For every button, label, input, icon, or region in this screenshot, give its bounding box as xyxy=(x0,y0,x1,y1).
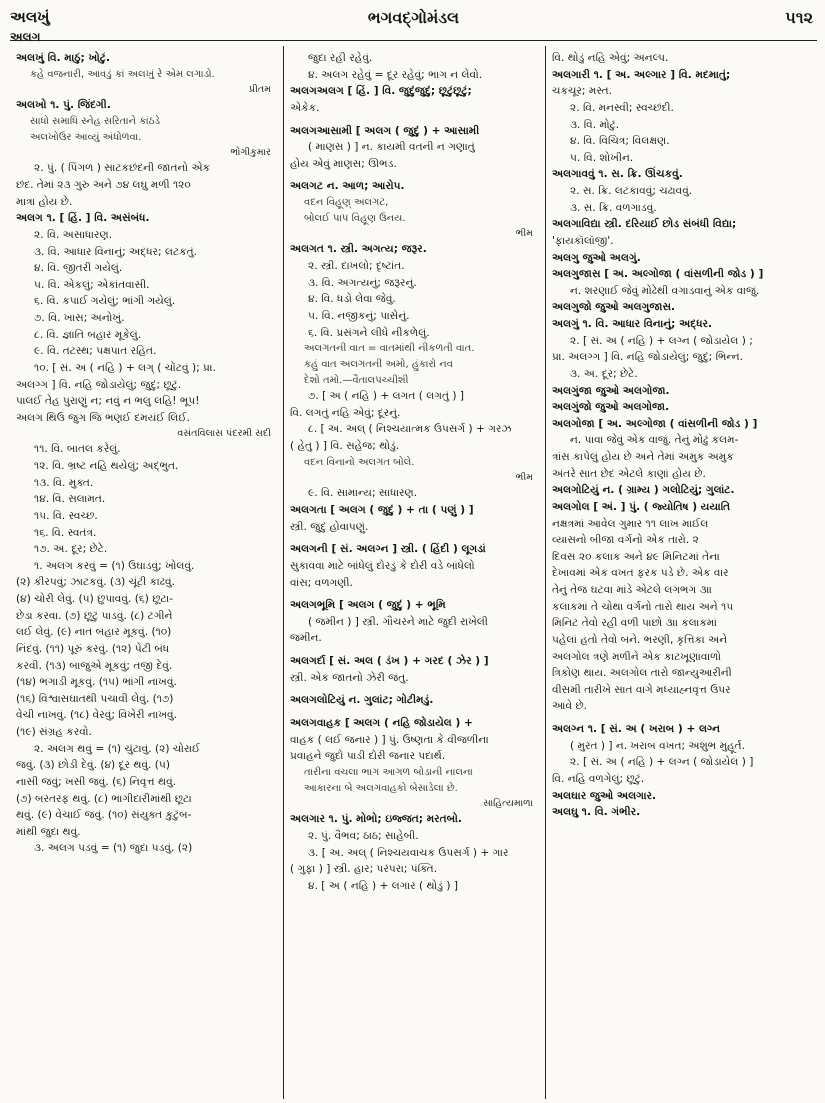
entry-headword-line: અલઘુ ૧. વિ. ગંભીર. xyxy=(552,806,641,819)
entry-headword-line: અલખું વિ. માઠું; ખોટું. xyxy=(16,52,110,64)
entry-text-line: થવું. (૯) વેચાઈ જવું. (૧૦) સંયુક્ત કુટુંબ- xyxy=(16,809,192,822)
entry-text-line: ૭. [ અ ( નહિ ) + લગત ( લગતું ) ] xyxy=(308,390,464,403)
entry-text-line: જુદા રહી રહેવું. xyxy=(308,52,373,64)
entry-headword-line: અલગની [ સં. અલગ્ન ] સ્ત્રી. ( હિંદી ) લૂગડાં xyxy=(290,543,486,556)
entry-text-line: ( જમીન ) ] સ્ત્રી. ગૌચરને માટે જુદી રાખેલી xyxy=(308,615,488,628)
entry-text-line: ૪. અલગ રહેવું = દૂર રહેવું; ભાગ ન લેવો. xyxy=(308,68,483,81)
entry-headword-line: અલગોટિયું ન. ( ગ્રામ્ય ) ગલોટિયું; ગુલાંટ. xyxy=(552,484,735,497)
entry-headword-line: અલખો ૧. પું. જિંદગી. xyxy=(16,99,111,112)
entry-text-line: ૪. વિ. જીતરી ગયેલું. xyxy=(34,262,123,275)
entry-text-line: દેખાવમાં એક વખત ફરક પડે છે. એક વાર xyxy=(552,567,729,580)
columns xyxy=(10,46,817,1099)
citation-source: સાહિત્યમાળા xyxy=(483,798,533,810)
entry-text-line: ૧. અલગ કરવું = (૧) ઉઘાડવું; ખોલવું. xyxy=(34,559,195,572)
page-number: ૫૧૨ xyxy=(785,8,813,27)
entry-text-line: ૫. વિ. શોખીન. xyxy=(570,151,634,164)
entry-text-line: ૧૪. વિ. સલામત. xyxy=(34,493,106,506)
entry-text-line: ૧૨. વિ. ભ્રષ્ટ નહિ થયેલું; અદ્ભુત. xyxy=(34,460,179,473)
entry-text-line: માત્રા હોય છે. xyxy=(16,195,73,208)
entry-text-line: તેનું તેજ ઘટવા માંડે એટલે લગભગ ૩ાા xyxy=(552,584,712,596)
entry-text-line: હોય એવું માણસ; ઊભડ. xyxy=(290,157,397,170)
entry-text-line: જમીન. xyxy=(290,632,322,645)
entry-text-line: અલગોલ ત્રણે મળીને એક કાટખૂણાવાળો xyxy=(552,650,722,663)
entry-text-line: છંદ. તેમાં ૨૩ ગુરુ અને ૭૪ લઘુ મળી ૧૨૦ xyxy=(16,179,191,192)
entry-text-line: બોલઈ પાપ વિહૂણ ઉનય. xyxy=(304,212,406,224)
entry-text-line: (૧૪) ભગાડી મૂકવું. (૧૫) ભાંગી નાખવું. xyxy=(16,676,177,689)
entry-text-line: ૩. [ અ. અલ્ ( નિશ્ચયવાચક ઉપસર્ગ ) + ગાર xyxy=(308,846,509,859)
entry-text-line: ત્રિકોણ થાય. અલગોલ તારો જાન્યુઆરીની xyxy=(552,667,732,680)
entry-text-line: ત્રાંસ કાપેલું હોય છે અને તેમાં અમુક અમુક xyxy=(552,451,734,463)
entry-text-line: ૨. સ્ત્રી. દાખલો; દૃષ્ટાંત. xyxy=(308,260,405,273)
entry-text-line: વાંસ; વળગણી. xyxy=(290,576,353,589)
entry-text-line: ( હેતુ ) ] વિ. સહેજ; થોડું. xyxy=(290,440,400,453)
entry-headword-line: અલગભૂમિ [ અલગ ( જુદું ) + ભૂમિ xyxy=(290,599,446,612)
entry-text-line: ૮. [ અ. અલ્ ( નિશ્ચયાત્મક ઉપસર્ગ ) + ગરઝ xyxy=(308,423,512,436)
entry-text-line: નાસી જવું; ખસી જવું. (૬) નિવૃત્ત થવું. xyxy=(16,775,177,788)
entry-text-line: ૨. અલગ થવું = (૧) ચુંટાવું. (૨) ચોરાઈ xyxy=(34,742,201,755)
entry-text-line: વ્યાસનો બીજા વર્ગનો એક તારો. ૨ xyxy=(552,534,699,547)
entry-headword-line: અલગુંજા જુઓ અલગોજા. xyxy=(552,384,670,397)
entry-headword-line: અલગઅલગ [ હિં. ] વિ. જુદુંજુદું; છૂટુંછૂટું; xyxy=(290,85,472,98)
citation-source: પ્રીતમ xyxy=(248,84,271,96)
entry-text-line: ૩. અલગ પડવું = (૧) જુદા પડવું. (૨) xyxy=(34,842,193,855)
entry-text-line: જવું. (૩) છોડી દેવું. (૪) દૂર થવું. (૫) xyxy=(16,759,171,772)
entry-text-line: (૪) ચોરી લેવું. (૫) છુપાવવું. (૬) છૂટા- xyxy=(16,593,174,606)
entry-text-line: વેચી નાખવું. (૧૮) વેરવું; વિખેરી નાખવું. xyxy=(16,709,178,722)
entry-text-line: ચકચૂર; મસ્ત. xyxy=(552,85,612,98)
entry-text-line: ( ગુફા ) ] સ્ત્રી. હાર; પરંપરા; પંક્તિ. xyxy=(290,863,438,876)
second-headword-guide: અલગ xyxy=(10,30,41,44)
entry-text-line: ૯. વિ. તટસ્થ; પક્ષપાત રહિત. xyxy=(34,345,157,358)
entry-text-line: અલગ્ગ ] વિ. નહિ જોડાયેલું; જુદું; છૂટું. xyxy=(16,378,182,391)
entry-text-line: વદન વિનાનો અલગત બોલે. xyxy=(304,456,415,468)
entry-text-line: (૨) કીરપવું; ઝાટકવું. (૩) ચૂંટી કાઢવું. xyxy=(16,576,175,589)
entry-headword-line: અલગોજા [ અ. અલ્ગોજા ( વાંસળીની જોડ ) ] xyxy=(552,417,758,430)
entry-headword-line: અલગટ ન. આળ; આરોપ. xyxy=(290,180,405,193)
entry-text-line: નિંદવું. (૧૧) પૂરું કરવું. (૧૨) પેટી બંધ xyxy=(16,642,170,655)
entry-text-line: સ્ત્રી. એક જાતનો ઝેરી જંતુ. xyxy=(290,671,409,684)
dictionary-title: ભગવદ્ગોમંડલ xyxy=(367,8,460,27)
entry-text-line: કરવી. (૧૩) બાજુએ મૂકવું; તજી દેવું. xyxy=(16,659,173,672)
citation-source: ભોગીકુમાર xyxy=(230,147,271,159)
entry-headword-line: અલગારી ૧. [ અ. અલ્ગાર ] વિ. મદમાતું; xyxy=(552,68,731,81)
page-header xyxy=(10,6,817,36)
entry-text-line: તારીના વચલા ભાગ આગળ બોડાની નાલના xyxy=(304,766,473,778)
entry-text-line: કલાકમાં તે ચોથા વર્ગનો તારો થાય અને ૧૫ xyxy=(552,600,734,613)
entry-text-line: ૩. અ. દૂર; છેટે. xyxy=(570,367,638,380)
entry-text-line: છેડા કરવા. (૭) છૂટું પાડવું. (૮) ટગીને xyxy=(16,609,173,622)
entry-text-line: ૯. વિ. સામાન્ય; સાધારણ. xyxy=(308,487,418,500)
entry-headword-line: અલગોલ [ અં. ] પું. ( જ્યોતિષ ) યયાતિ xyxy=(552,500,731,513)
entry-text-line: દેશો તમો.—વૈતાલપચ્ચીશી xyxy=(304,374,409,386)
entry-headword-line: અલગ ૧. [ હિં. ] વિ. અસંબંધ. xyxy=(16,212,150,225)
entry-text-line: ૧૫. વિ. સ્વચ્છ. xyxy=(34,509,98,522)
entry-headword-line: અલગાર ૧. પું. મોભો; ઇજ્જત; મરતબો. xyxy=(290,813,462,826)
citation-source: વસંતવિલાસ પંદરમી સદી xyxy=(177,428,271,440)
entry-text-line: વદન વિહૂણ્ અલગટ, xyxy=(304,197,389,208)
entry-text-line: ૪. વિ. ધડો લેવા જેવું. xyxy=(308,293,396,306)
entry-text-line: અલખોઉર આવ્યું અંધોળવા. xyxy=(30,131,142,143)
column-3 xyxy=(545,46,817,1099)
entry-text-line: ૩. વિ. આધાર વિનાનું; અદ્ધર; લટકતું. xyxy=(34,245,198,258)
entry-text-line: ૨. પું. વૈભવ; ઠાઠ; સાહેબી. xyxy=(308,829,419,842)
entry-text-line: ( માણસ ) ] ન. કાયમી વતની ન ગણાતું xyxy=(308,141,475,154)
entry-text-line: ( મુરત ) ] ન. ખરાબ વખત; અશુભ મુહૂર્ત. xyxy=(570,739,745,752)
entry-text-line: ૩. વિ. મોટું. xyxy=(570,118,620,131)
entry-text-line: લઈ લેવું. (૯) નાત બહાર મૂકવું. (૧૦) xyxy=(16,626,172,639)
entry-headword-line: અલગ્ન ૧. [ સં. અ ( ખરાબ ) + લગ્ન xyxy=(552,723,721,735)
entry-text-line: ૨. વિ. મનસ્વી; સ્વચ્છંદી. xyxy=(570,101,674,114)
entry-text-line: ૫. વિ. એકલું; એકાંતવાસી. xyxy=(34,278,150,291)
entry-text-line: ૧૬. વિ. સ્વતંત્ર. xyxy=(34,526,97,539)
entry-text-line: (૧૬) વિશ્વાસઘાતથી પચાવી લેવું. (૧૭) xyxy=(16,692,174,705)
entry-text-line: વિ. થોડું નહિ એવું; અનલ્પ. xyxy=(552,52,669,64)
entry-text-line: વિ. લગતું નહિ એવું; દૂરનું. xyxy=(290,406,401,419)
entry-text-line: નક્ષત્રમાં આવેલ ગુમાર ૧૧ લાખ માઈલ xyxy=(552,517,709,530)
entry-text-line: કહું વાત અલગતની અમો, હુંકારો નવ xyxy=(304,358,453,370)
entry-text-line: કહે વજનારી, આવડું કાં અલખું રે એમ લગાડો. xyxy=(30,68,215,80)
column-1 xyxy=(10,46,283,1099)
entry-headword-line: અલગતા [ અલગ ( જુદું ) + તા ( પણું ) ] xyxy=(290,504,474,517)
entry-text-line: ૨. સ. ક્રિ. લટકાવવું; ચઢાવવું. xyxy=(570,185,693,197)
entry-text-line: 'ફાયકૉલૉજી'. xyxy=(552,234,614,247)
entry-text-line: ૫. વિ. નજીકનું; પાસેનું. xyxy=(308,309,410,322)
entry-headword-line: અલગઆસામી [ અલગ ( જુદું ) + આસામી xyxy=(290,124,480,137)
entry-headword-line: અલગત ૧. સ્ત્રી. અગત્ય; જરૂર. xyxy=(290,243,427,256)
entry-text-line: પ્રા. અલગ્ગ ] વિ. નહિ જોડાયેલું; જુદું; ભિન્ન. xyxy=(552,351,744,364)
entry-headword-line: અલગુજાસ [ અ. અલ્ગોજા ( વાંસળીની જોડ ) ] xyxy=(552,268,764,281)
entry-text-line: ૬. વિ. કપાઈ ગયેલું; ભાંગી ગયેલું. xyxy=(34,295,176,308)
entry-text-line: ૧૦. [ સં. અ ( નહિ ) + લગ્ ( ચોંટવું ); પ્રા. xyxy=(34,361,216,374)
entry-text-line: દિવસ ૨૦ કલાક અને ૪૯ મિનિટમાં તેના xyxy=(552,550,720,563)
first-headword-guide: અલખું xyxy=(10,8,50,26)
entry-text-line: ન. શરણાઈ જેવું મોઢેથી વગાડવાનું એક વાજું. xyxy=(570,284,760,297)
header-rule xyxy=(10,40,817,41)
entry-text-line: વાહક ( લઈ જનાર ) ] પું. ઉષ્ણતા કે વીજળીના xyxy=(290,733,489,746)
entry-headword-line: અલગવાહક [ અલગ ( નહિ જોડાયેલ ) + xyxy=(290,716,473,729)
entry-text-line: ૪. વિ. વિચિત્ર; વિલક્ષણ. xyxy=(570,135,670,148)
entry-text-line: માંથી જુદા થવું. xyxy=(16,825,81,838)
entry-text-line: ૪. [ અ ( નહિ ) + લગાર ( થોડું ) ] xyxy=(308,879,459,892)
entry-text-line: ૭. વિ. ખાસ; અનોખું. xyxy=(34,312,125,325)
entry-text-line: ૧૧. વિ. બાતલ કરેલું. xyxy=(34,443,121,456)
entry-text-line: પાલઈ તેહ પુરાણું ન; નવું ન ભલુ લહિ! ભૂપ! xyxy=(16,395,200,408)
entry-text-line: ૨. પું. ( પિંગળ ) સાટકછંદની જાતનો એક xyxy=(34,162,211,175)
entry-headword-line: અલઘાર જુઓ અલગાર. xyxy=(552,789,657,802)
entry-text-line: ૮. વિ. જ્ઞાતિ બહાર મૂકેલું. xyxy=(34,328,142,341)
column-2 xyxy=(283,46,545,1099)
entry-text-line: ૨. [ સં. અ ( નહિ ) + લગ્ન ( જોડાયેલ ) ] xyxy=(570,756,754,769)
entry-headword-line: અલગુજો જુઓ અલગુજાસ. xyxy=(552,301,676,314)
entry-text-line: સ્ત્રી. જુદું હોવાપણું. xyxy=(290,520,369,533)
entry-text-line: ૬. વિ. પ્રસંગને લીધે નીકળેલું. xyxy=(308,326,430,339)
entry-text-line: ૧૩. વિ. મુક્ત. xyxy=(34,476,94,489)
entry-headword-line: અલગાવવું ૧. સ. ક્રિ. ઊંચકવું. xyxy=(552,168,683,181)
entry-text-line: અલગતની વાત = વાતમાંથી નીકળતી વાત. xyxy=(304,343,475,355)
entry-text-line: પ્રવાહને જુદો પાડી દોરી જનાર પદાર્થ. xyxy=(290,750,446,763)
entry-text-line: અંતરે સાત છેદ એટલે કાણાં હોય છે. xyxy=(552,467,706,480)
entry-text-line: આકારના બે અલગવાહકો બેસાડેલા છે. xyxy=(304,782,458,794)
entry-headword-line: અલગાવિદ્યા સ્ત્રી. દરિયાઈ છોડ સંબંધી વિદ્યા; xyxy=(552,218,737,231)
entry-headword-line: અલગુ જુઓ અલગું. xyxy=(552,251,641,264)
entry-text-line: સુકાવવા માટે બાંધેલું દોરડું કે દોરી વડે બાંધેલો xyxy=(290,559,475,572)
entry-headword-line: અલગર્દા [ સં. અલ ( ડંખ ) + ગરદ ( ઝેર ) ] xyxy=(290,655,489,668)
entry-text-line: સાધો સમાધિ સ્નેહ સરિતાને કાંઠડે xyxy=(30,115,161,127)
entry-text-line: પહેલાં હતો તેવો બને. ભરણી, કૃત્તિકા અને xyxy=(552,633,728,646)
entry-headword-line: અલગલોટિયું ન. ગુલાંટ; ગોટીમડું. xyxy=(290,694,434,707)
entry-text-line: વિ. નહિ વળગેલું; છૂટું. xyxy=(552,772,645,785)
citation-source: ભીમ xyxy=(515,228,533,240)
entry-text-line: મિનિટ તેવો રહી વળી પાછો ૩ાા કલાકમાં xyxy=(552,617,717,630)
entry-text-line: ૩. સ. ક્રિ. વળગાડવું. xyxy=(570,201,657,214)
entry-headword-line: અલગું ૧. વિ. આધાર વિનાનું; અદ્ધર. xyxy=(552,318,713,330)
entry-text-line: એકેક. xyxy=(290,101,320,114)
entry-text-line: ૧૭. અ. દૂર; છેટે. xyxy=(34,543,108,556)
entry-text-line: ન. પાવા જેવું એક વાજું. તેનું મોઢું કલમ- xyxy=(570,434,739,447)
entry-headword-line: અલગુંજો જુઓ અલગોજા. xyxy=(552,401,670,414)
entry-text-line: (૭) બરતરફ થવું. (૮) ભાગીદારીમાંથી છૂટા xyxy=(16,792,192,805)
citation-source: ભીમ xyxy=(515,472,533,484)
entry-text-line: ૩. વિ. અગત્યનું; જરૂરનું. xyxy=(308,276,417,289)
entry-text-line: અલગ થિઉ જુગ જિ ભણઈ દમયંઈ લિઈ. xyxy=(16,411,190,424)
entry-text-line: વીસમી તારીખે સાત વાગે મધ્યાહ્નવૃત્ત ઉપર xyxy=(552,683,731,696)
entry-text-line: ૨. વિ. અસાધારણ. xyxy=(34,228,113,241)
entry-text-line: (૧૯) સંગ્રહ કરવો. xyxy=(16,726,92,739)
entry-text-line: ૨. [ સં. અ ( નહિ ) + લગ્ન ( જોડાયેલ ) ; xyxy=(570,334,753,347)
entry-text-line: આવે છે. xyxy=(552,700,587,713)
